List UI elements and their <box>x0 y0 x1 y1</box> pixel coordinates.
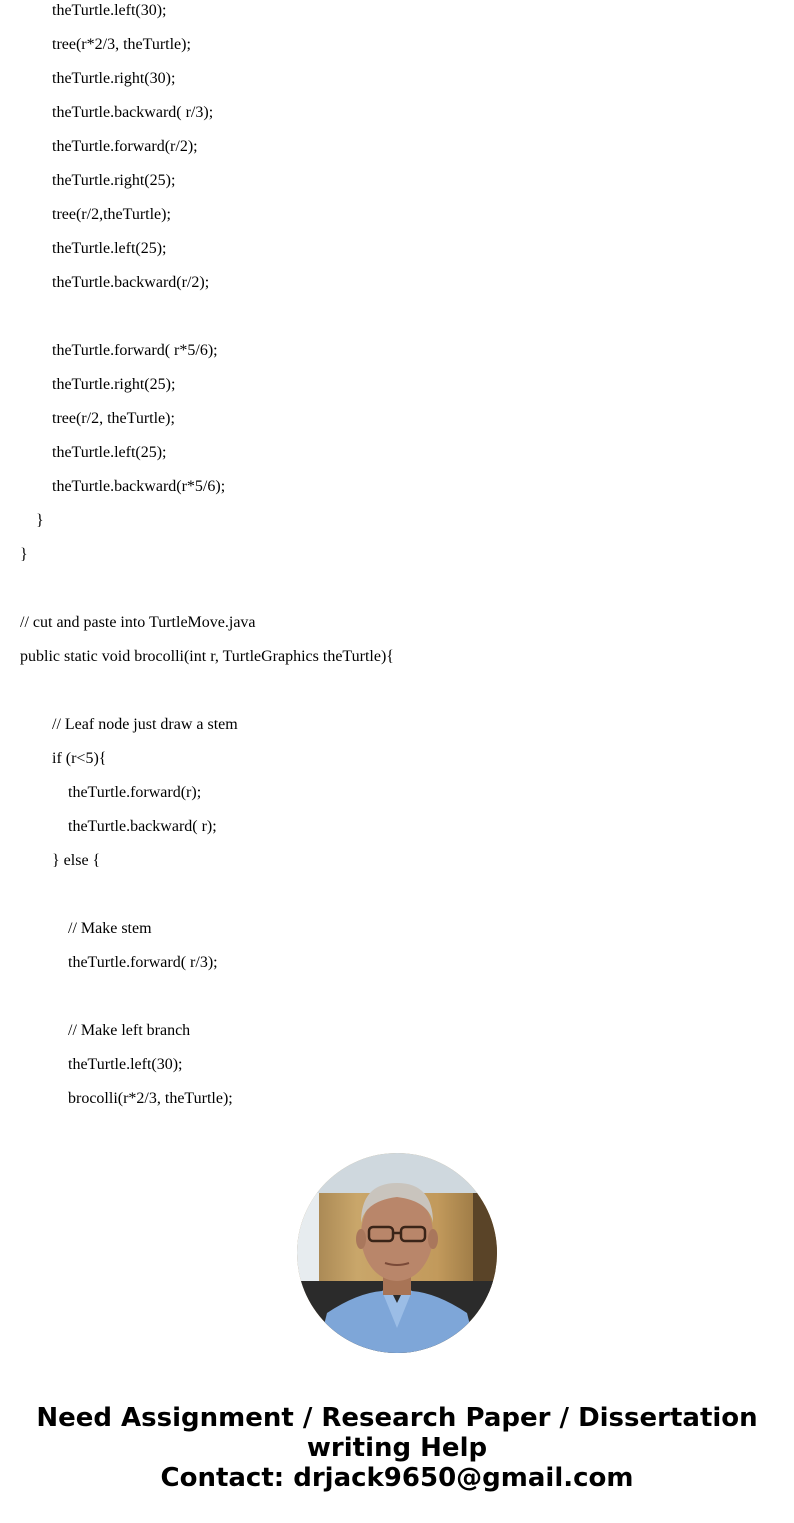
code-comment: // Make left branch <box>68 1022 191 1039</box>
author-photo <box>297 1153 497 1353</box>
code-line: tree(r/2,theTurtle); <box>52 206 171 223</box>
code-line: theTurtle.forward( r*5/6); <box>52 342 218 359</box>
code-line: theTurtle.left(30); <box>68 1056 183 1073</box>
code-line: theTurtle.left(25); <box>52 444 167 461</box>
author-avatar <box>297 1153 497 1353</box>
code-line: theTurtle.forward(r); <box>68 784 202 801</box>
blank-line <box>0 674 794 708</box>
contact-banner <box>0 1403 794 1493</box>
code-line: theTurtle.forward(r/2); <box>52 138 198 155</box>
code-line: theTurtle.left(25); <box>52 240 167 257</box>
code-line: theTurtle.left(30); <box>52 2 167 19</box>
code-line: theTurtle.backward(r/2); <box>52 274 210 291</box>
code-line: brocolli(r*2/3, theTurtle); <box>68 1090 233 1107</box>
blank-line <box>0 980 794 1014</box>
banner-headline: Need Assignment / Research Paper / Dissertation <box>36 1403 758 1433</box>
code-line: tree(r*2/3, theTurtle); <box>52 36 191 53</box>
blank-line <box>0 878 794 912</box>
code-comment: // Leaf node just draw a stem <box>52 716 238 733</box>
blank-line <box>0 300 794 334</box>
code-comment: // Make stem <box>68 920 152 937</box>
code-line: theTurtle.right(30); <box>52 70 176 87</box>
contact-email[interactable]: Contact: drjack9650@gmail.com <box>160 1463 634 1493</box>
code-line: } else { <box>52 852 101 869</box>
code-line: theTurtle.backward( r); <box>68 818 217 835</box>
blank-line <box>0 572 794 606</box>
code-line: theTurtle.right(25); <box>52 376 176 393</box>
code-line: theTurtle.right(25); <box>52 172 176 189</box>
banner-subheadline: writing Help <box>306 1433 488 1463</box>
code-line: theTurtle.backward(r*5/6); <box>52 478 226 495</box>
code-line: if (r<5){ <box>52 750 107 767</box>
code-line: } <box>36 512 44 529</box>
code-line: theTurtle.backward( r/3); <box>52 104 214 121</box>
code-line: public static void brocolli(int r, TurtleGraphics theTurtle){ <box>20 648 394 665</box>
code-line: } <box>20 546 28 563</box>
code-line: tree(r/2, theTurtle); <box>52 410 175 427</box>
code-comment: // cut and paste into TurtleMove.java <box>20 614 256 631</box>
code-line: theTurtle.forward( r/3); <box>68 954 218 971</box>
